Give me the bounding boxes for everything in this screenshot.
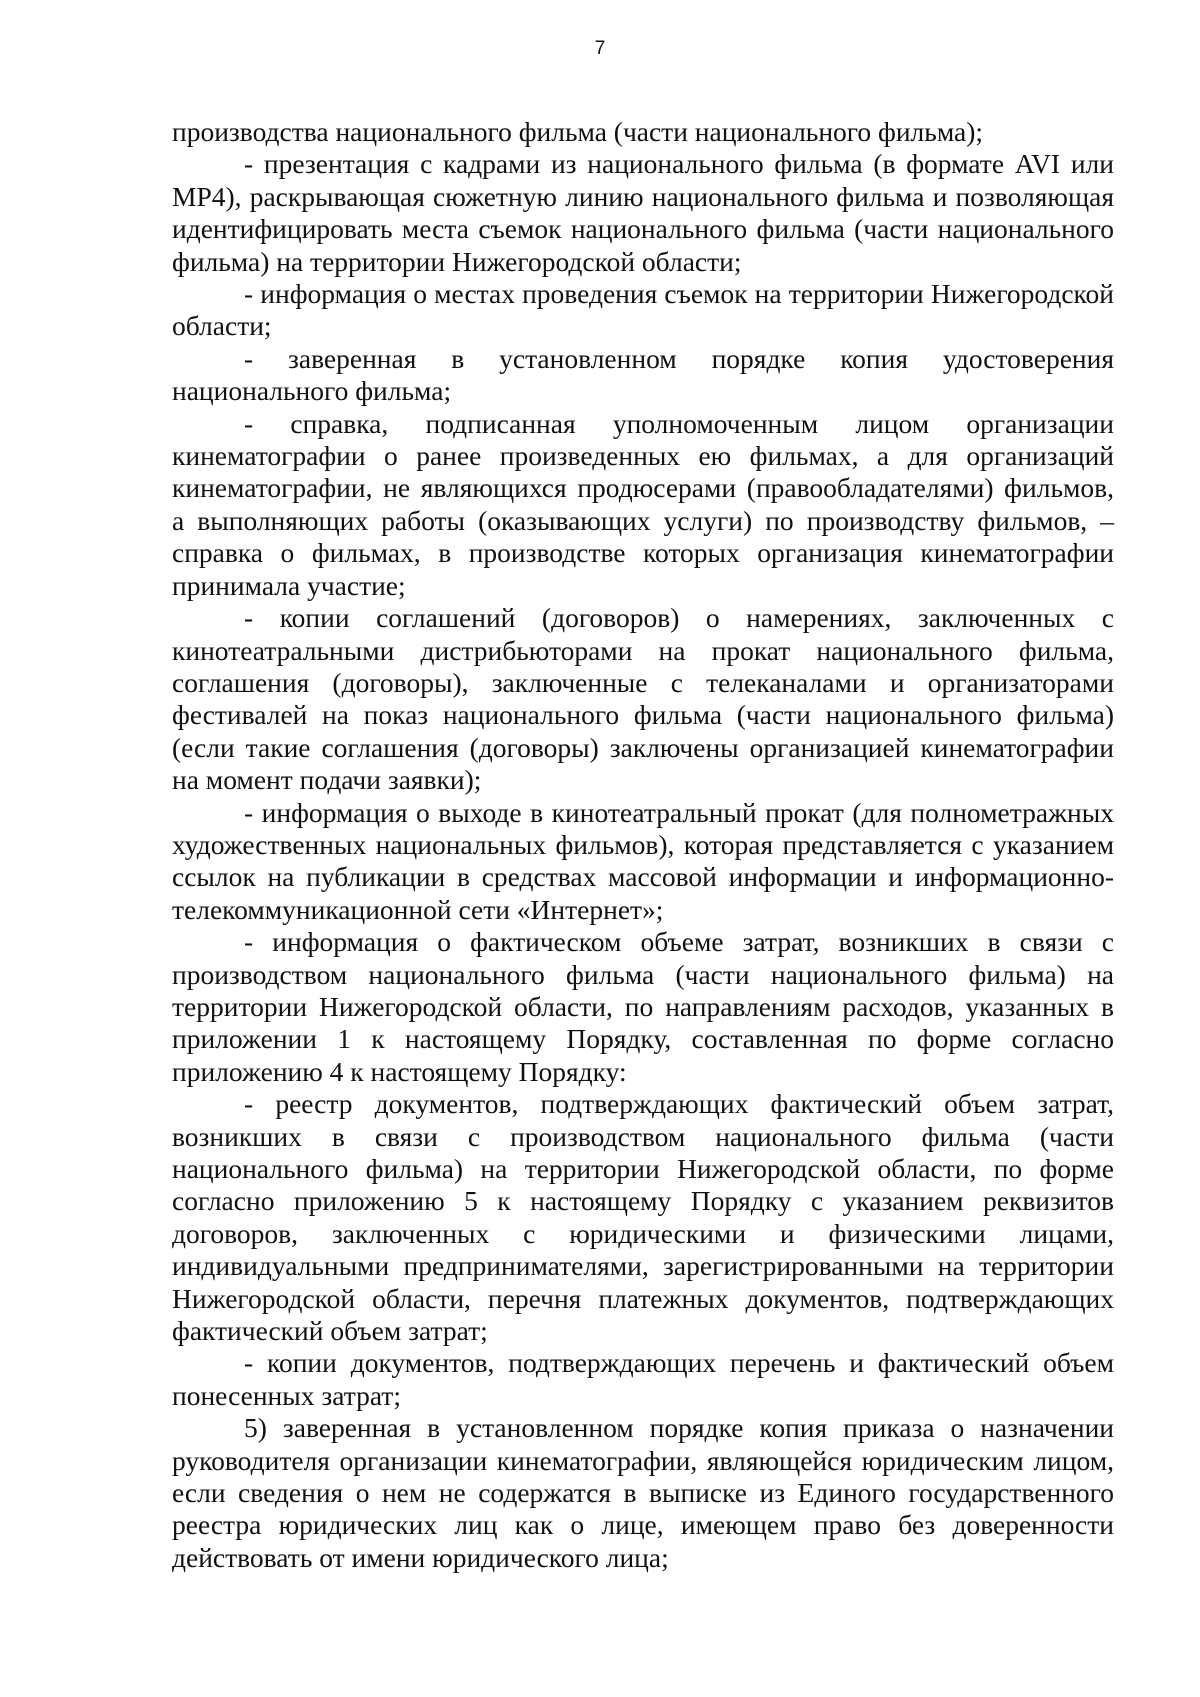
list-item-actual-costs: - информация о фактическом объеме затрат, возникших в связи с производством национального фильма (части национального фильма) на территории Нижегородской области, по направлениям расходов, указанных в приложении 1 к настоящему Порядку, составленная по форме согласно приложению 4 к настоящему Порядку: — [172, 926, 1114, 1087]
list-item-appointment-order: 5) заверенная в установленном порядке копия приказа о назначении руководителя организации кинематографии, являющейся юридическим лицом, если сведения о нем не содержатся в выписке из Единого государственного реестра юридических лиц как о лице, имеющем право без доверенности действовать от имени юридического лица; — [172, 1412, 1114, 1573]
list-item-film-certificate: - заверенная в установленном порядке копия удостоверения национального фильма; — [172, 342, 1114, 407]
list-item-cost-documents: - копии документов, подтверждающих перечень и фактический объем понесенных затрат; — [172, 1347, 1114, 1411]
document-body — [172, 116, 1114, 1574]
list-item-agreements: - копии соглашений (договоров) о намерениях, заключенных с кинотеатральными дистрибьюторами на прокат национального фильма, соглашения (договоры), заключенные с телеканалами и организаторами фестивалей на показ национального фильма (части национального фильма) (если такие соглашения (договоры) заключены организацией кинематографии на момент подачи заявки); — [172, 602, 1114, 796]
list-item-filmography-reference: - справка, подписанная уполномоченным лицом организации кинематографии о ранее произведенных ею фильмах, а для организаций кинематографии, не являющихся продюсерами (правообладателями) фильмов, а выполняющих работы (оказывающих услуги) по производству фильмов, – справка о фильмах, в производстве которых организация кинематографии принимала участие; — [172, 407, 1114, 601]
list-item-theatrical-release: - информация о выходе в кинотеатральный прокат (для полнометражных художественных национальных фильмов), которая представляется с указанием ссылок на публикации в средствах массовой информации и информационно-телекоммуникационной сети «Интернет»; — [172, 796, 1114, 925]
page-number: 7 — [594, 38, 606, 59]
list-item-documents-register: - реестр документов, подтверждающих фактический объем затрат, возникших в связи с производством национального фильма (части национального фильма) на территории Нижегородской области, по форме согласно приложению 5 к настоящему Порядку с указанием реквизитов договоров, заключенных с юридическими и физическими лицами, индивидуальными предпринимателями, зарегистрированными на территории Нижегородской области, перечня платежных документов, подтверждающих фактический объем затрат; — [172, 1088, 1114, 1347]
paragraph-continuation: производства национального фильма (части национального фильма); — [172, 116, 984, 147]
list-item-presentation: - презентация с кадрами из национального фильма (в формате AVI или MP4), раскрывающая сюжетную линию национального фильма и позволяющая идентифицировать места съемок национального фильма (части национального фильма) на территории Нижегородской области; — [172, 148, 1114, 277]
list-item-filming-locations: - информация о местах проведения съемок на территории Нижегородской области; — [172, 278, 1114, 342]
